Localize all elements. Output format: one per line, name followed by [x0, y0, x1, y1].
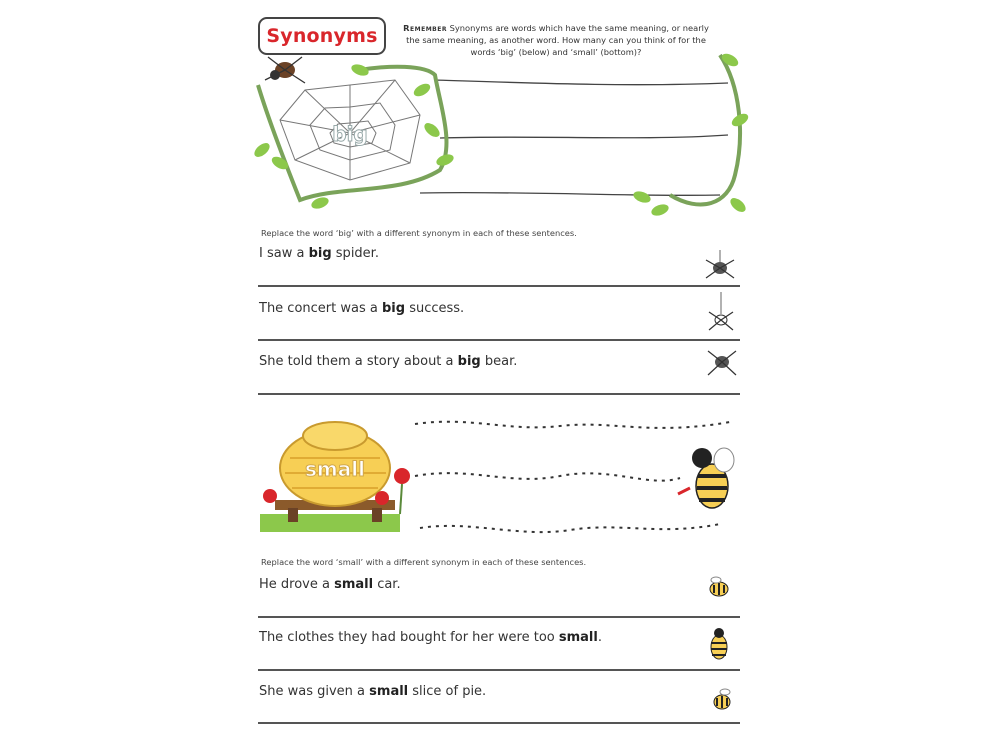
small-instruction: Replace the word ‘small’ with a different synonym in each of these sentences. [261, 557, 587, 567]
bee-icon [707, 625, 731, 665]
answer-line-5[interactable] [258, 669, 740, 671]
worksheet [250, 0, 750, 750]
big-web-label: big [332, 122, 368, 146]
big-writing-line-1 [435, 80, 728, 85]
answer-line-3[interactable] [258, 393, 740, 395]
big-sentence-3: She told them a story about a big bear. [259, 354, 518, 369]
small-hive-label: small [305, 457, 365, 481]
answer-line-2[interactable] [258, 339, 740, 341]
spider-icon [702, 250, 738, 284]
spider-icon [705, 345, 739, 379]
small-writing-line-3 [420, 524, 720, 532]
big-instruction: Replace the word ‘big’ with a different synonym in each of these sentences. [261, 228, 577, 238]
small-writing-line-1 [415, 422, 730, 428]
page-title: Synonyms [266, 25, 378, 47]
big-sentence-1: I saw a big spider. [259, 246, 379, 261]
remember-label: Remember [403, 23, 447, 33]
big-writing-line-2 [440, 135, 728, 138]
big-sentence-2: The concert was a big success. [259, 301, 465, 316]
bee-icon [711, 688, 733, 712]
small-writing-line-2 [415, 473, 680, 481]
vine-right [670, 55, 740, 205]
spider-web-illustration [250, 45, 750, 225]
bee-icon [706, 575, 732, 601]
answer-line-6[interactable] [258, 722, 740, 724]
remember-text: Synonyms are words which have the same meaning, or nearly the same meaning, as another word. How many can you think of for the words ‘big’ (below) and ‘small’ (bottom)? [406, 23, 709, 57]
beehive-illustration [250, 408, 750, 548]
small-sentence-3: She was given a small slice of pie. [259, 684, 487, 699]
small-sentence-1: He drove a small car. [259, 577, 401, 592]
bee-icon [678, 448, 734, 508]
big-writing-line-3 [420, 193, 720, 196]
answer-line-1[interactable] [258, 285, 740, 287]
answer-line-4[interactable] [258, 616, 740, 618]
spider-icon [265, 57, 305, 83]
small-sentence-2: The clothes they had bought for her were too small. [259, 630, 602, 645]
spider-icon [706, 292, 736, 336]
